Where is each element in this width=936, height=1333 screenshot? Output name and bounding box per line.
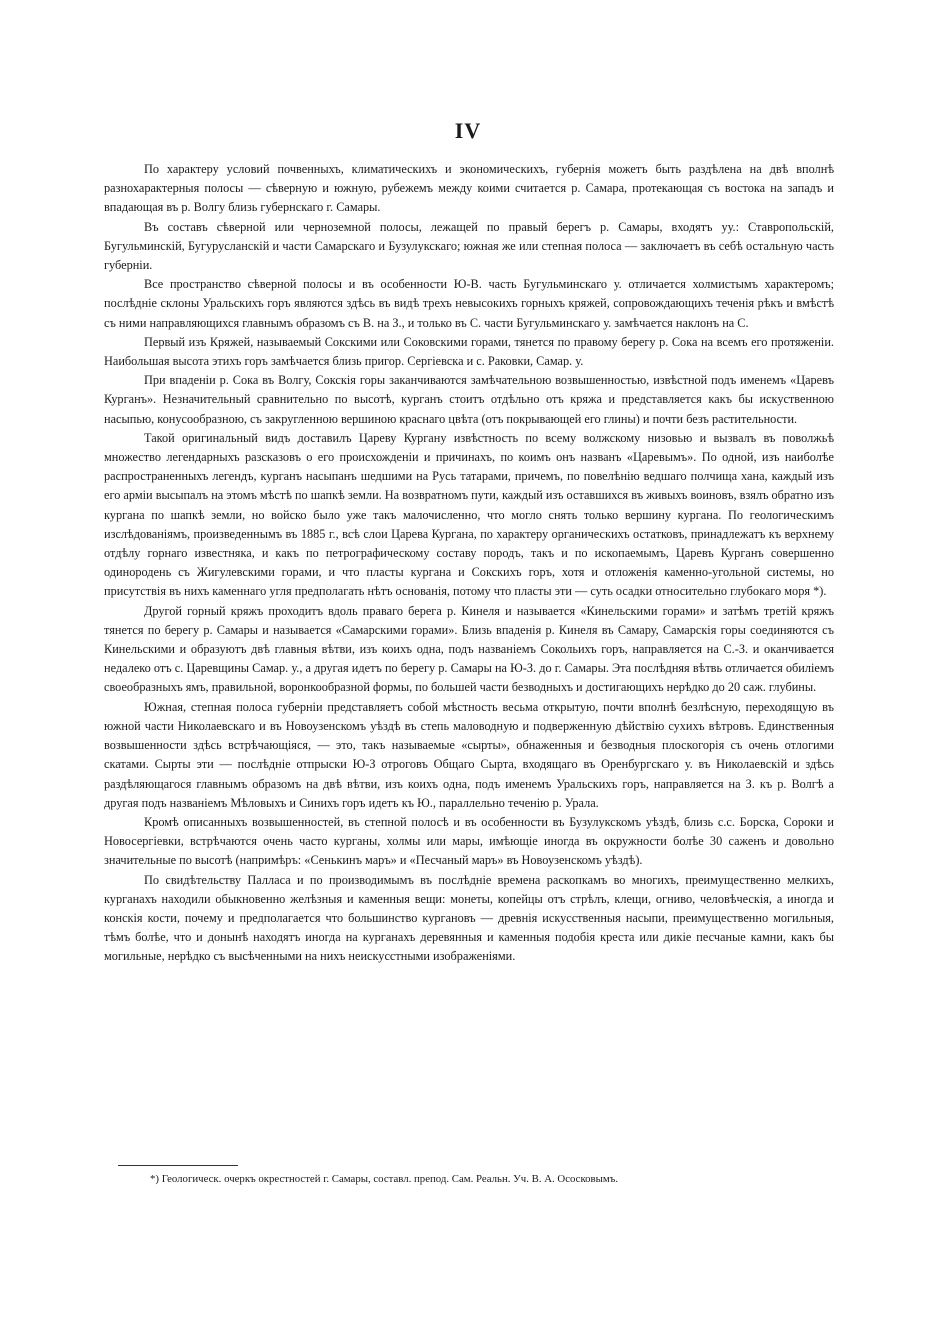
paragraph: По свидѣтельству Палласа и по производимымъ въ послѣдніе времена раскопкамъ во многихъ, преимущественно мелкихъ, курганахъ находили обыкновенно желѣзныя и каменныя вещи: монеты, копейцы отъ стрѣлъ, клещи, огниво, человѣческія, а иногда и конскія кости, почему и предполагается что большинство кургановъ — древнія искусственныя насыпи, преимущественно могильныя, тѣмъ болѣе, что и донынѣ находятъ иногда на курганахъ деревянныя и каменныя подобія креста или дикіе песчаные камни, какъ бы могильные, нерѣдко съ высѣченными на нихъ неискусстными изображеніями. — [104, 872, 834, 964]
paragraph: Все пространство сѣверной полосы и въ особенности Ю-В. часть Бугульминскаго у. отличается холмистымъ характеромъ; послѣдніе склоны Уральскихъ горъ являются здѣсь въ видѣ трехъ невысокихъ горныхъ кряжей, сопровождающихъ теченія рѣкъ и вмѣстѣ съ ними направляющихся главнымъ образомъ съ В. на З., и только въ С. части Бугульминскаго у. замѣчается наклонъ на С. — [104, 277, 834, 330]
footnote-divider — [118, 1165, 238, 1166]
paragraph: Въ составъ сѣверной или черноземной полосы, лежащей по правый берегъ р. Самары, входятъ уу.: Ставропольскій, Бугульминскій, Бугурусланскій и части Самарскаго и Бузулукскаго; южная же или степная полоса — заключаетъ въ себѣ остальную часть губерніи. — [104, 219, 834, 273]
footnote: *) Геологическ. очеркъ окрестностей г. Самары, составл. препод. Сам. Реальн. Уч. В. А. Ососковымъ. — [150, 1173, 619, 1185]
paragraph: Южная, степная полоса губерніи представляетъ собой мѣстность весьма открытую, почти вполнѣ безлѣсную, переходящую въ южной части Николаевскаго и въ Новоузенскомъ уѣздѣ въ степь маловодную и подверженную дѣйствію сухихъ вѣтровъ. Единственныя возвышенности здѣсь встрѣчающіяся, — это, такъ называемые «сырты», обнаженныя и безводныя плоскогорія съ очень отлогими скатами. Сырты эти — послѣдніе отпрыски Ю-З отроговъ Общаго Сырта, входящаго въ Оренбургскаго у. въ Николаевскій и здѣсь раздѣляющагося главнымъ образомъ на двѣ вѣтви, изъ коихъ одна, подъ именемъ Уральскихъ горъ, направляется на З. къ р. Волгѣ а другая подъ названіемъ Мѣловыхъ и Синихъ горъ идетъ къ Ю., параллельно теченію р. Урала. — [104, 699, 834, 810]
paragraph: Кромѣ описанныхъ возвышенностей, въ степной полосѣ и въ особенности въ Бузулукскомъ уѣздѣ, близь с.с. Борска, Сороки и Новосергіевки, встрѣчаются очень часто курганы, холмы или мары, имѣющіе иногда въ окружности болѣе 30 саженъ и довольно значительные по высотѣ (напримѣръ: «Сенькинъ маръ» и «Песчаный маръ» въ Новоузенскомъ уѣздѣ). — [104, 814, 834, 868]
body-text — [104, 160, 834, 967]
paragraph: Такой оригинальный видъ доставилъ Цареву Кургану извѣстность по всему волжскому низовью и вызвалъ въ поволжьѣ множество легендарныхъ разсказовъ о его происхожденіи и причинахъ, по коимъ онъ названъ «Царевымъ». По одной, изъ наиболѣе распространенныхъ легендъ, курганъ насыпанъ шедшими на Русь татарами, причемъ, по повелѣнію ведшаго полчища хана, каждый изъ его арміи высыпалъ на этомъ мѣстѣ по шапкѣ земли. На возвратномъ пути, каждый изъ оставшихся въ живыхъ воиновъ, взялъ обратно изъ кургана по шапкѣ земли, но войско было уже такъ малочисленно, что могло снять только вершину кургана. По геологическимъ изслѣдованіямъ, произведеннымъ въ 1885 г., всѣ слои Царева Кургана, по характеру органическихъ остатковъ, принадлежатъ къ верхнему отдѣлу горнаго известняка, и какъ по петрографическому составу породъ, такъ и по ископаемымъ, Царевъ Курганъ совершенно одинородень съ Жигулевскими горами, и что пласты кургана и Сокскихъ горъ, хотя и отложенія каменно-угольной системы, но присутствія въ нихъ каменнаго угля предполагать нѣтъ основанія, потому что пласты эти — суть осадки относительно глубокаго моря *). — [104, 430, 834, 599]
paragraph: Другой горный кряжъ проходитъ вдоль праваго берега р. Кинеля и называется «Кинельскими горами» и затѣмъ третій кряжъ тянется по берегу р. Самары и называется «Самарскими горами». Близь впаденія р. Кинеля въ Самару, Самарскія горы соединяются съ Кинельскими и образуютъ двѣ главныя вѣтви, изъ коихъ одна, подъ названіемъ Сокольихъ горъ, направляется на С.-З. и оканчивается недалеко отъ с. Царевщины Самар. у., а другая идетъ по берегу р. Самары на Ю-З. до г. Самары. Эта послѣдняя вѣтвь отличается обиліемъ своеобразныхъ ямъ, правильной, воронкообразной формы, по большей части безводныхъ и достигающихъ нерѣдко до 20 саж. глубины. — [104, 603, 834, 695]
paragraph: По характеру условий почвенныхъ, климатическихъ и экономическихъ, губернія можетъ быть раздѣлена на двѣ вполнѣ разнохарактерныя полосы — сѣверную и южную, рубежемъ между коими считается р. Самара, протекающая съ востока на западъ и впадающая въ р. Волгу близь губернскаго г. Самары. — [104, 162, 834, 215]
paragraph: Первый изъ Кряжей, называемый Сокскими или Соковскими горами, тянется по правому берегу р. Сока на всемъ его протяженіи. Наибольшая высота этихъ горъ замѣчается близь пригор. Сергіевска и с. Раковки, Самар. у. — [104, 334, 834, 369]
page-number: IV — [454, 118, 482, 143]
paragraph: При впаденіи р. Сока въ Волгу, Сокскія горы заканчиваются замѣчательною возвышенностью, извѣстной подъ именемъ «Царевъ Курганъ». Незначительный сравнительно по высотѣ, курганъ стоитъ отдѣльно отъ кряжа и представляется какъ бы искуственною насыпью, конусообразною, съ закругленною вершиною краснаго цвѣта (отъ покрывающей его глины) и почти безъ растительности. — [104, 373, 834, 426]
